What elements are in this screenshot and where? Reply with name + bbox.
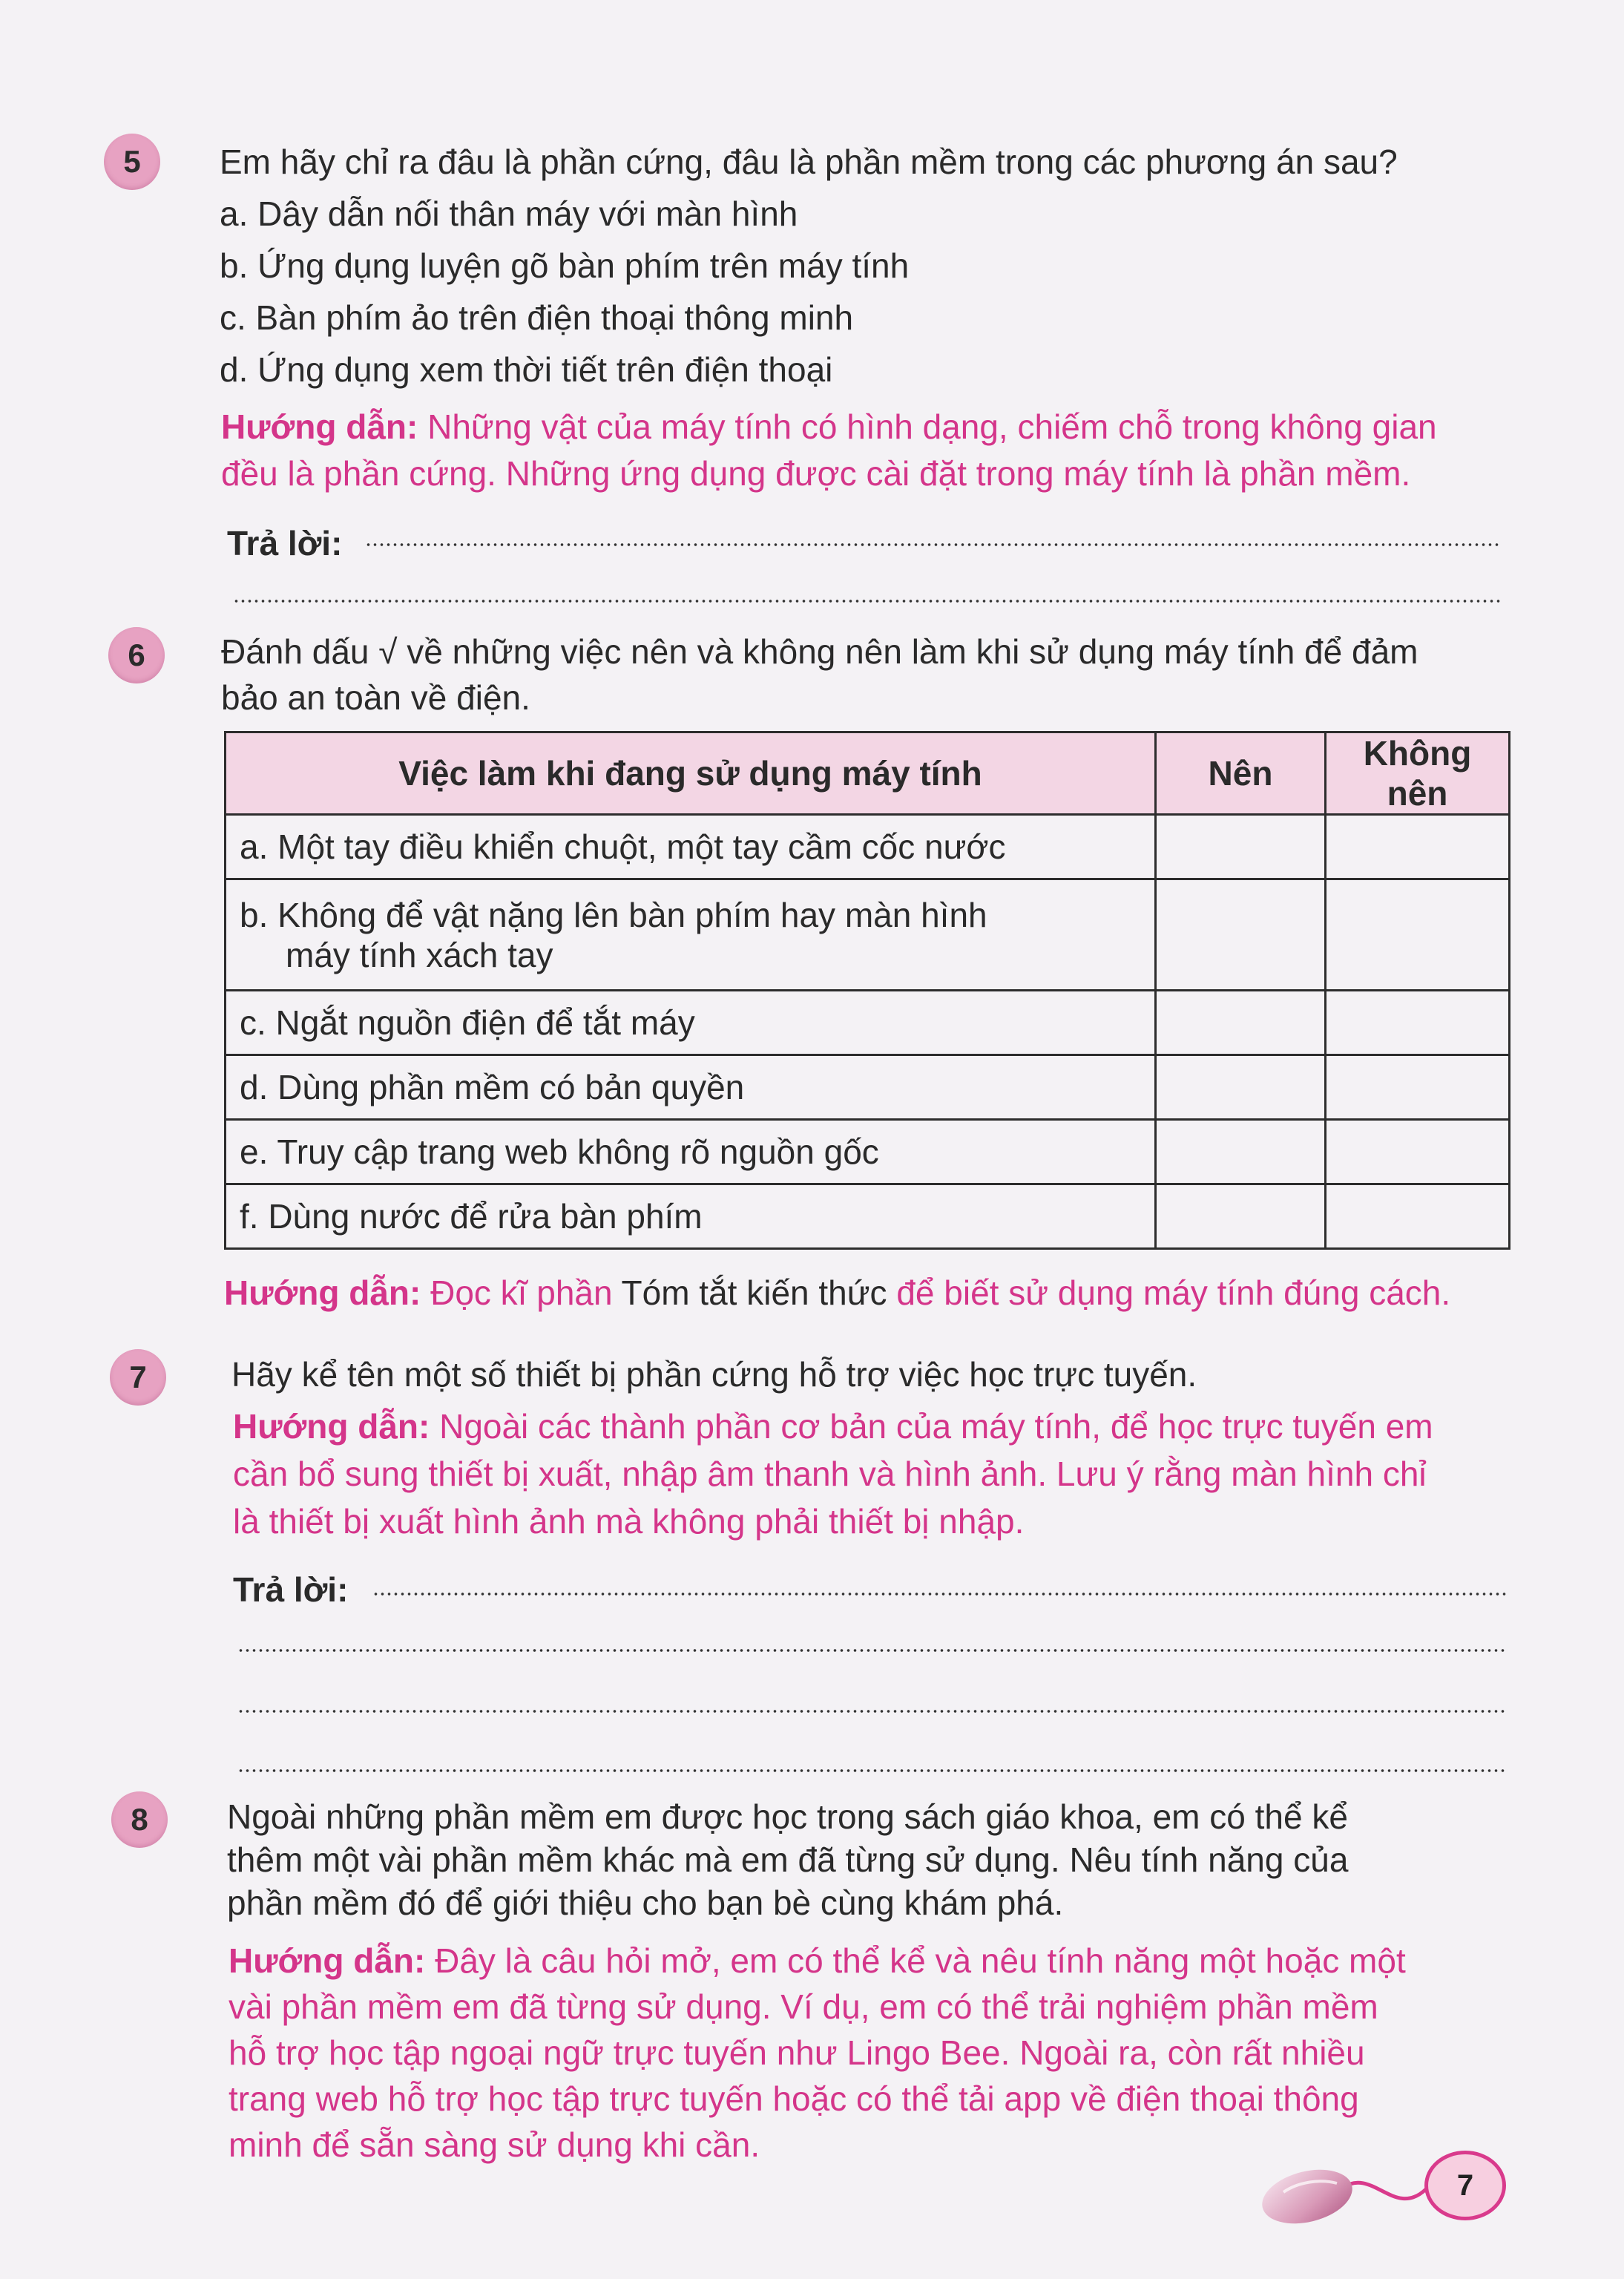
table-row — [226, 1184, 1510, 1249]
row-f-should-cell[interactable] — [1156, 1184, 1326, 1249]
q8-guide-label: Hướng dẫn: — [229, 1941, 426, 1980]
page-number: 7 — [1424, 2151, 1506, 2220]
question-6-text-line-1: Đánh dấu √ về những việc nên và không nên làm khi sử dụng máy tính để đảm — [221, 632, 1418, 671]
q5-guide-line-1: Hướng dẫn: Những vật của máy tính có hình dạng, chiếm chỗ trong không gian — [221, 407, 1437, 446]
row-a-text: a. Một tay điều khiển chuột, một tay cầm cốc nước — [226, 815, 1156, 879]
q5-option-d: d. Ứng dụng xem thời tiết trên điện thoại — [220, 350, 833, 389]
q8-guide-line-3: hỗ trợ học tập ngoại ngữ trực tuyến như Lingo Bee. Ngoài ra, còn rất nhiều — [229, 2033, 1365, 2072]
question-5-text: Em hãy chỉ ra đâu là phần cứng, đâu là phần mềm trong các phương án sau? — [220, 142, 1398, 181]
q6-guide: Hướng dẫn: Đọc kĩ phần Tóm tắt kiến thức để biết sử dụng máy tính đúng cách. — [224, 1273, 1451, 1312]
question-7-number: 7 — [110, 1349, 166, 1406]
question-6-number: 6 — [108, 627, 165, 683]
row-f-should-not-cell[interactable] — [1326, 1184, 1510, 1249]
row-c-text: c. Ngắt nguồn điện để tắt máy — [226, 991, 1156, 1055]
q7-answer-label: Trả lời: — [233, 1570, 349, 1609]
q7-guide-line-1: Hướng dẫn: Ngoài các thành phần cơ bản của máy tính, để học trực tuyến em — [233, 1407, 1433, 1446]
q8-guide-line-4: trang web hỗ trợ học tập trực tuyến hoặc có thể tải app về điện thoại thông — [229, 2079, 1359, 2118]
q7-guide-label: Hướng dẫn: — [233, 1407, 430, 1446]
table-row — [226, 991, 1510, 1055]
q7-answer-line-3[interactable] — [237, 1710, 1506, 1713]
q7-guide-line-3: là thiết bị xuất hình ảnh mà không phải thiết bị nhập. — [233, 1502, 1025, 1541]
q5-option-b: b. Ứng dụng luyện gõ bàn phím trên máy tính — [220, 246, 910, 285]
q7-answer-line-4[interactable] — [237, 1769, 1506, 1772]
header-activity: Việc làm khi đang sử dụng máy tính — [226, 732, 1156, 815]
row-e-should-not-cell[interactable] — [1326, 1120, 1510, 1184]
question-6-text-line-2: bảo an toàn về điện. — [221, 678, 530, 717]
question-7-text: Hãy kể tên một số thiết bị phần cứng hỗ trợ việc học trực tuyến. — [231, 1355, 1197, 1394]
q5-guide-line-2: đều là phần cứng. Những ứng dụng được cài đặt trong máy tính là phần mềm. — [221, 454, 1411, 493]
q7-answer-line-2[interactable] — [237, 1649, 1506, 1652]
q5-option-a: a. Dây dẫn nối thân máy với màn hình — [220, 194, 798, 233]
question-8-number: 8 — [111, 1791, 168, 1848]
q5-option-c: c. Bàn phím ảo trên điện thoại thông minh — [220, 298, 854, 337]
header-should: Nên — [1156, 732, 1326, 815]
row-b-should-not-cell[interactable] — [1326, 879, 1510, 991]
row-c-should-not-cell[interactable] — [1326, 991, 1510, 1055]
row-b-text: b. Không để vật nặng lên bàn phím hay màn hình máy tính xách tay — [226, 879, 1156, 991]
q7-answer-line-1[interactable] — [372, 1593, 1506, 1596]
safety-checklist-table — [224, 731, 1510, 1250]
q7-guide-line-2: cần bổ sung thiết bị xuất, nhập âm thanh và hình ảnh. Lưu ý rằng màn hình chỉ — [233, 1455, 1427, 1493]
q5-answer-line-2[interactable] — [233, 600, 1500, 603]
question-8-text-line-1: Ngoài những phần mềm em được học trong sách giáo khoa, em có thể kể — [227, 1797, 1348, 1836]
row-e-text: e. Truy cập trang web không rõ nguồn gốc — [226, 1120, 1156, 1184]
row-a-should-cell[interactable] — [1156, 815, 1326, 879]
q8-guide-line-1: Hướng dẫn: Đây là câu hỏi mở, em có thể kể và nêu tính năng một hoặc một — [229, 1941, 1406, 1980]
question-8-text-line-3: phần mềm đó để giới thiệu cho bạn bè cùng khám phá. — [227, 1883, 1064, 1922]
table-row — [226, 1120, 1510, 1184]
table-header-row — [226, 732, 1510, 815]
q5-answer-label: Trả lời: — [227, 524, 343, 563]
row-c-should-cell[interactable] — [1156, 991, 1326, 1055]
row-d-should-cell[interactable] — [1156, 1055, 1326, 1120]
row-f-text: f. Dùng nước để rửa bàn phím — [226, 1184, 1156, 1249]
q6-guide-label: Hướng dẫn: — [224, 1273, 421, 1312]
table-row — [226, 1055, 1510, 1120]
row-b-should-cell[interactable] — [1156, 879, 1326, 991]
table-row — [226, 815, 1510, 879]
q8-guide-line-2: vài phần mềm em đã từng sử dụng. Ví dụ, em có thể trải nghiệm phần mềm — [229, 1987, 1378, 2026]
q5-guide-label: Hướng dẫn: — [221, 407, 418, 446]
q8-guide-line-5: minh để sẵn sàng sử dụng khi cần. — [229, 2125, 760, 2164]
row-e-should-cell[interactable] — [1156, 1120, 1326, 1184]
question-8-text-line-2: thêm một vài phần mềm khác mà em đã từng sử dụng. Nêu tính năng của — [227, 1840, 1349, 1879]
question-5-number: 5 — [104, 134, 160, 190]
computer-mouse-icon — [1254, 2152, 1432, 2241]
header-should-not: Không nên — [1326, 732, 1510, 815]
table-row — [226, 879, 1510, 991]
q5-answer-line-1[interactable] — [365, 543, 1500, 546]
row-a-should-not-cell[interactable] — [1326, 815, 1510, 879]
row-d-should-not-cell[interactable] — [1326, 1055, 1510, 1120]
row-d-text: d. Dùng phần mềm có bản quyền — [226, 1055, 1156, 1120]
